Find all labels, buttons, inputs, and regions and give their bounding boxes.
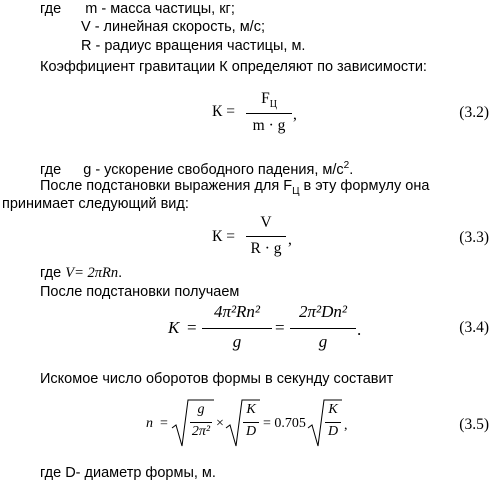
eq34-numerator-1: 4π²Rn²	[213, 302, 261, 321]
where-word: где	[40, 1, 62, 17]
eq35-sqrt-3	[308, 398, 342, 448]
eq34-fraction-1	[202, 300, 272, 356]
eq32-fraction-bar	[246, 113, 292, 114]
eq34-fraction-bar-1	[202, 328, 272, 329]
eq34-fraction-bar-2	[290, 328, 356, 329]
eq33-fraction-bar	[246, 236, 286, 237]
equation-3-3	[0, 211, 495, 267]
eq35-fraction-3: K D	[325, 402, 341, 446]
eq33-number: (3.3)	[459, 229, 489, 246]
eq35-times: ×	[216, 416, 224, 431]
velocity-definition-line: где V= 2πRn.	[40, 265, 123, 281]
intro-k-paragraph: Коэффициент гравитации К определяют по зависимости:	[40, 59, 427, 75]
eq34-numerator-2: 2π²Dn²	[299, 302, 347, 321]
definition-line-d: где D- диаметр формы, м.	[40, 465, 216, 481]
equation-3-4	[0, 300, 495, 358]
eq32-fraction	[246, 88, 292, 138]
eq35-sqrt-2	[226, 398, 260, 448]
eq34-lhs: K	[168, 318, 180, 337]
equation-3-5	[0, 396, 495, 454]
definition-line-m	[40, 0, 235, 18]
after-substitution-line-2: принимает следующий вид:	[2, 196, 189, 212]
eq35-equals-2: = 0.705	[263, 416, 306, 431]
after-substitution-get: После подстановки получаем	[40, 284, 240, 300]
eq34-number: (3.4)	[459, 319, 489, 336]
mass-definition: m - масса частицы, кг;	[85, 1, 235, 17]
eq33-denominator: R · g	[250, 240, 282, 257]
eq33-fraction	[246, 211, 286, 263]
definition-line-v: V - линейная скорость, м/с;	[81, 19, 265, 35]
eq32-comma: ,	[293, 106, 297, 123]
eq35-lhs: n	[146, 416, 153, 431]
eq35-fraction-2: K D	[243, 402, 259, 446]
after-substitution-line-1: После подстановки выражения для $F_Ц$ в эту формулу она	[40, 178, 430, 197]
eq32-lhs: К =	[212, 103, 235, 120]
definition-line-g: где g - ускорение свободного падения, $м/с^2$.	[40, 160, 354, 178]
definition-line-r: R - радиус вращения частицы, м.	[81, 38, 306, 54]
revolutions-intro: Искомое число оборотов формы в секунду составит	[40, 371, 394, 387]
eq35-comma: ,	[344, 418, 348, 433]
eq32-number: (3.2)	[459, 104, 489, 121]
eq33-numerator: V	[260, 214, 272, 231]
eq33-comma: ,	[288, 231, 292, 248]
eq34-equals-2: =	[275, 318, 285, 337]
eq35-sqrt-1	[172, 398, 214, 448]
eq35-number: (3.5)	[459, 416, 489, 433]
eq34-denominator-1: g	[232, 332, 242, 351]
equation-3-2	[0, 88, 495, 142]
eq34-fraction-2	[290, 300, 356, 356]
eq34-denominator-2: g	[318, 332, 328, 351]
eq32-numerator: $F_Ц$	[261, 90, 277, 111]
eq35-fraction-1: g 2π²	[191, 402, 211, 439]
eq34-period: .	[357, 320, 362, 339]
eq34-equals-1: =	[187, 318, 197, 337]
eq33-lhs: К =	[212, 228, 235, 245]
eq32-denominator: m · g	[252, 117, 286, 134]
eq35-equals-1: =	[160, 416, 168, 431]
